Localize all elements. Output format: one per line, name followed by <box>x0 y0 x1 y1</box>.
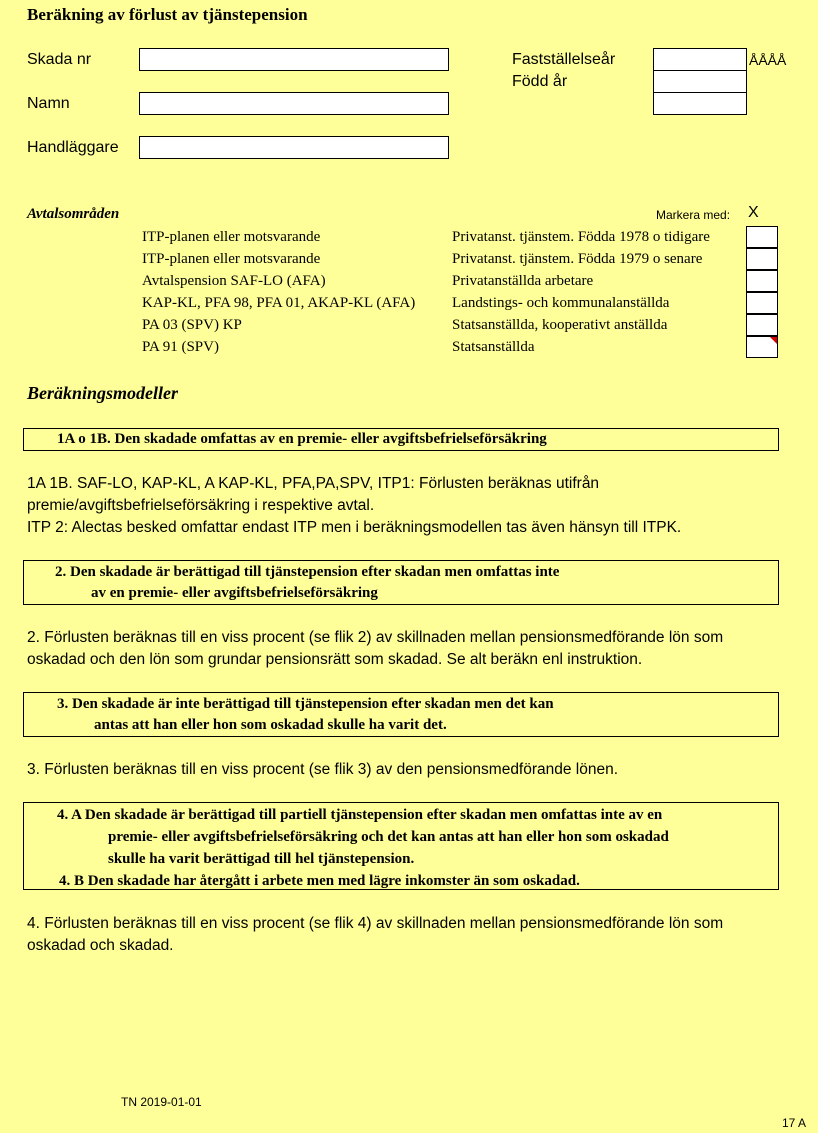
model-4-box <box>23 802 779 890</box>
text-line: ITP 2: Alectas besked omfattar endast ITP men i beräkningsmodellen tas även hänsyn till ITPK. <box>27 519 682 536</box>
model-3-title: 3. Den skadade är inte berättigad till tjänstepension efter skadan men det kan <box>57 696 554 712</box>
avtal-checkbox[interactable] <box>746 292 778 314</box>
comment-indicator-icon <box>770 337 777 344</box>
footer-tn: TN 2019-01-01 <box>121 1095 202 1109</box>
model-3-text <box>27 759 618 781</box>
avtal-checkbox[interactable] <box>746 314 778 336</box>
avtal-plan: PA 03 (SPV) KP <box>142 317 242 333</box>
fodd-input[interactable] <box>653 70 747 93</box>
text-line: 1A 1B. SAF-LO, KAP-KL, A KAP-KL, PFA,PA,SPV, ITP1: Förlusten beräknas utifrån <box>27 475 600 492</box>
avtal-group: Statsanställda <box>452 339 535 355</box>
model-3-box <box>23 692 779 737</box>
avtal-group: Landstings- och kommunalanställda <box>452 295 670 311</box>
model-4-title: 4. A Den skadade är berättigad till partiell tjänstepension efter skadan men omfattas inte av en <box>57 807 663 823</box>
model-2-title: av en premie- eller avgiftsbefrielseförsäkring <box>91 585 378 601</box>
footer-page-number: 17 A <box>782 1116 807 1130</box>
avtal-group: Statsanställda, kooperativt anställda <box>452 317 668 333</box>
avtal-plan: ITP-planen eller motsvarande <box>142 251 321 267</box>
model-2-box <box>23 560 779 605</box>
skada-input[interactable] <box>139 48 449 71</box>
text-line: 3. Förlusten beräknas till en viss procent (se flik 3) av den pensionsmedförande lönen. <box>27 761 619 778</box>
skada-label: Skada nr <box>27 51 92 68</box>
namn-input[interactable] <box>139 92 449 115</box>
avtal-plan: PA 91 (SPV) <box>142 339 219 355</box>
year-hint: ÅÅÅÅ <box>749 52 787 68</box>
markera-symbol: X <box>748 204 759 221</box>
model-4-title: premie- eller avgiftsbefrielseförsäkring och det kan antas att han eller hon som oskadad <box>108 829 669 845</box>
handlaggare-input[interactable] <box>139 136 449 159</box>
faststallelsear-label: Fastställelseår <box>512 51 616 68</box>
text-line: oskadad och skadad. <box>27 937 174 954</box>
model-2-title: 2. Den skadade är berättigad till tjänstepension efter skadan men omfattas inte <box>55 564 560 580</box>
avtal-group: Privatanst. tjänstem. Födda 1978 o tidigare <box>452 229 710 245</box>
model-1-box <box>23 428 779 451</box>
handlaggare-label: Handläggare <box>27 139 119 156</box>
avtal-group: Privatanst. tjänstem. Födda 1979 o senare <box>452 251 703 267</box>
model-3-title: antas att han eller hon som oskadad skulle ha varit det. <box>94 717 447 733</box>
faststallelsear-input[interactable] <box>653 48 747 71</box>
page-title: Beräkning av förlust av tjänstepension <box>27 5 308 24</box>
models-heading: Beräkningsmodeller <box>27 383 179 403</box>
text-line: 2. Förlusten beräknas till en viss procent (se flik 2) av skillnaden mellan pensionsmedförande lön som <box>27 629 724 646</box>
model-1-text <box>27 473 681 539</box>
model-2-text <box>27 627 723 671</box>
extra-year-input[interactable] <box>653 92 747 115</box>
avtal-checkbox[interactable] <box>746 270 778 292</box>
avtal-plan: ITP-planen eller motsvarande <box>142 229 321 245</box>
namn-label: Namn <box>27 95 70 112</box>
avtal-checkbox[interactable] <box>746 248 778 270</box>
avtal-plan: KAP-KL, PFA 98, PFA 01, AKAP-KL (AFA) <box>142 295 416 311</box>
text-line: oskadad och den lön som grundar pensionsrätt som skadad. Se alt beräkn enl instruktion. <box>27 651 643 668</box>
model-1-title: 1A o 1B. Den skadade omfattas av en premie- eller avgiftsbefrielseförsäkring <box>57 431 547 447</box>
text-line: premie/avgiftsbefrielseförsäkring i respektive avtal. <box>27 497 375 514</box>
avtal-group: Privatanställda arbetare <box>452 273 594 289</box>
markera-label: Markera med: <box>656 208 731 222</box>
avtal-checkbox[interactable] <box>746 226 778 248</box>
avtal-heading: Avtalsområden <box>27 206 120 222</box>
model-4b-title: 4. B Den skadade har återgått i arbete men med lägre inkomster än som oskadad. <box>59 873 580 889</box>
avtal-plan: Avtalspension SAF-LO (AFA) <box>142 273 326 289</box>
fodd-label: Född år <box>512 73 568 90</box>
model-4-text <box>27 913 723 957</box>
text-line: 4. Förlusten beräknas till en viss procent (se flik 4) av skillnaden mellan pensionsmedförande lön som <box>27 915 724 932</box>
model-4-title: skulle ha varit berättigad till hel tjänstepension. <box>108 851 415 867</box>
avtal-checkbox[interactable] <box>746 336 778 358</box>
